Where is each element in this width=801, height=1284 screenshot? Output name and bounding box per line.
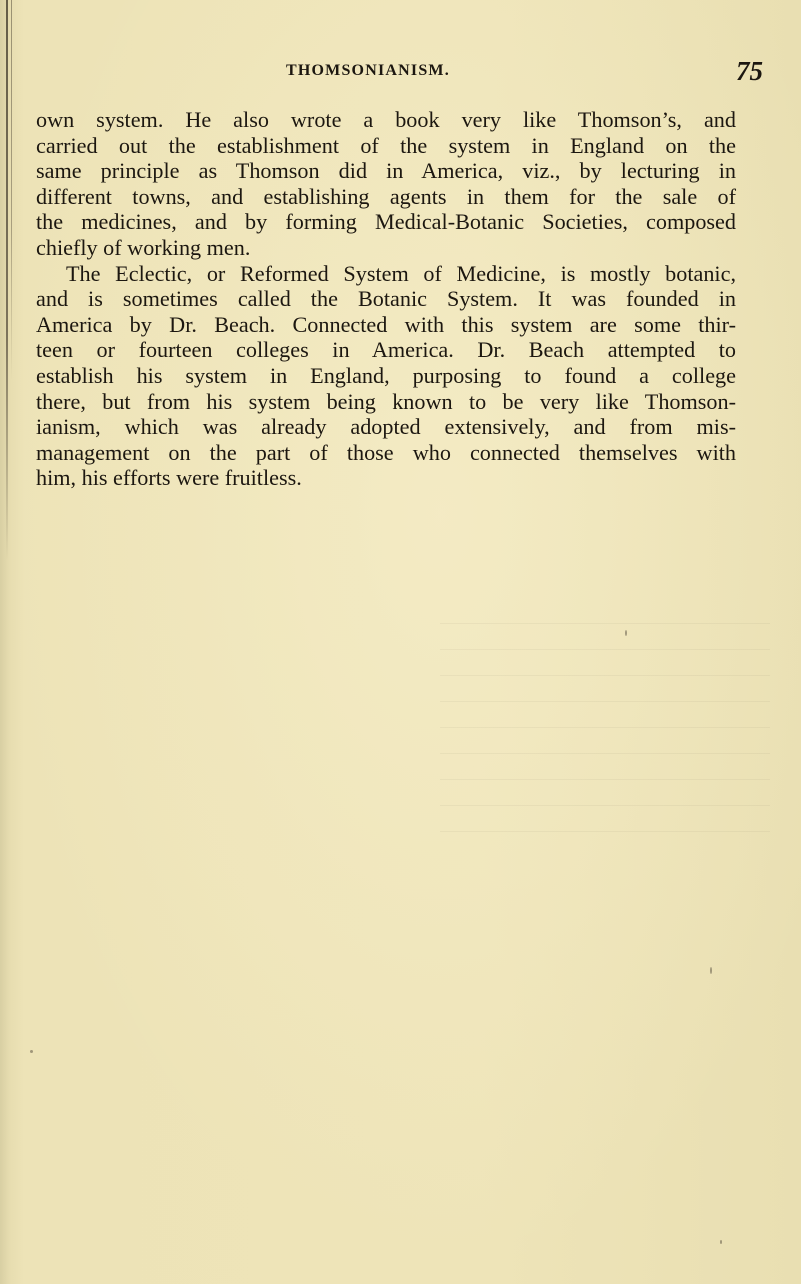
text-line: management on the part of those who connected themselves with: [36, 439, 736, 465]
text-line: the medicines, and by forming Medical-Botanic Societies, composed: [36, 209, 736, 235]
body-text: [36, 107, 736, 491]
text-line: carried out the establishment of the system in England on the: [36, 132, 736, 158]
page-number: 75: [736, 56, 763, 86]
paper-speck: [30, 1050, 33, 1053]
text-line: establish his system in England, purposing to found a college: [36, 362, 736, 388]
text-line: America by Dr. Beach. Connected with this system are some thir-: [36, 311, 736, 337]
text-line: and is sometimes called the Botanic System. It was founded in: [36, 286, 736, 312]
text-line: teen or fourteen colleges in America. Dr. Beach attempted to: [36, 337, 736, 363]
text-line: different towns, and establishing agents in them for the sale of: [36, 183, 736, 209]
text-line: same principle as Thomson did in America, viz., by lecturing in: [36, 158, 736, 184]
text-line: there, but from his system being known to be very like Thomson-: [36, 388, 736, 414]
text-line: own system. He also wrote a book very like Thomson’s, and: [36, 107, 736, 132]
binding-edge-shadow: [11, 0, 12, 380]
paper-speck: [625, 630, 627, 636]
paper-speck: [720, 1240, 722, 1244]
show-through-text: [440, 622, 770, 832]
paper-speck: [710, 967, 712, 974]
text-line: him, his efforts were fruitless.: [36, 465, 302, 491]
text-line: The Eclectic, or Reformed System of Medicine, is mostly botanic,: [66, 260, 736, 286]
text-line: chiefly of working men.: [36, 234, 251, 260]
page-header: [0, 58, 801, 88]
running-head: THOMSONIANISM.: [286, 62, 450, 79]
text-line: ianism, which was already adopted extensively, and from mis-: [36, 414, 736, 440]
